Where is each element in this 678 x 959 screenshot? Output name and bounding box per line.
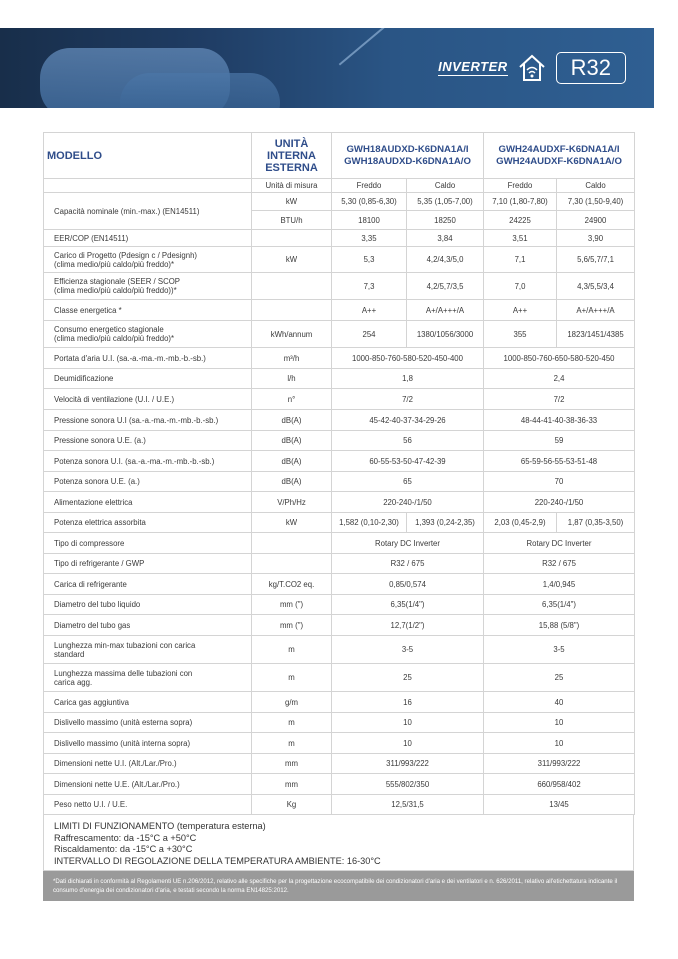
model-a-indoor: GWH18AUDXD-K6DNA1A/I: [346, 143, 469, 155]
table-row: [44, 574, 635, 595]
regulation-footnote: *Dati dichiarati in conformità al Regolamenti UE n.206/2012, relativo alle specifiche per la progettazione ecocompatibile dei condizionatori d'aria e dei ventilatori e n. 626/2011, relativo all'etichettatura indicante il consumo d'energia dei condizionatori d'aria, e testati secondo la norma EN14825:2012.: [43, 871, 634, 901]
row-label: Dimensioni nette U.I. (Alt./Lar./Pro.): [44, 754, 252, 774]
value-cell: 7,0: [484, 273, 557, 300]
table-row: [44, 193, 635, 211]
table-row: [44, 300, 635, 321]
value-cell: 24900: [557, 211, 635, 230]
value-cell: 12,7(1/2"): [332, 615, 484, 636]
value-cell: 59: [484, 431, 635, 451]
row-unit: mm ("): [252, 615, 332, 636]
value-cell: 15,88 (5/8"): [484, 615, 635, 636]
value-cell: 1,8: [332, 369, 484, 389]
value-cell: 1,4/0,945: [484, 574, 635, 595]
row-unit: [252, 533, 332, 554]
table-row: [44, 472, 635, 492]
limits-cooling: Raffrescamento: da -15°C a +50°C: [54, 832, 197, 843]
unit-measure-label: Unità di misura: [252, 179, 332, 193]
row-label: EER/COP (EN14511): [44, 230, 252, 247]
value-cell: 10: [484, 713, 635, 733]
row-label: Capacità nominale (min.-max.) (EN14511): [44, 193, 252, 230]
empty-cell: [44, 179, 252, 193]
row-label-line: Efficienza stagionale (SEER / SCOP: [54, 277, 180, 286]
value-cell: 1823/1451/4385: [557, 321, 635, 348]
model-a-header: [332, 133, 484, 179]
row-unit: kW: [252, 193, 332, 211]
table-row: [44, 247, 635, 273]
value-cell: 56: [332, 431, 484, 451]
value-cell: A+/A+++/A: [557, 300, 635, 321]
value-cell: Rotary DC Inverter: [332, 533, 484, 554]
row-unit: [252, 273, 332, 300]
table-row: [44, 513, 635, 533]
row-label: Velocità di ventilazione (U.I. / U.E.): [44, 389, 252, 410]
model-a-heating-label: Caldo: [407, 179, 484, 193]
row-label-line: (clima medio/più caldo/più freddo)*: [54, 334, 175, 343]
value-cell: 1000-850-760-650-580-520-450: [484, 348, 635, 369]
model-header: MODELLO: [44, 133, 252, 179]
row-label-line: (clima medio/più caldo/più freddo)*: [54, 259, 175, 269]
row-label: Potenza elettrica assorbita: [44, 513, 252, 533]
row-unit: dB(A): [252, 410, 332, 431]
value-cell: 1,582 (0,10-2,30): [332, 513, 407, 533]
row-unit: [252, 230, 332, 247]
row-unit: dB(A): [252, 451, 332, 472]
value-cell: 2,03 (0,45-2,9): [484, 513, 557, 533]
table-row: [44, 431, 635, 451]
row-label: Potenza sonora U.I. (sa.-a.-ma.-m.-mb.-b.-sb.): [44, 451, 252, 472]
value-cell: 12,5/31,5: [332, 795, 484, 815]
row-label: Diametro del tubo liquido: [44, 595, 252, 615]
value-cell: 1380/1056/3000: [407, 321, 484, 348]
row-label: Tipo di refrigerante / GWP: [44, 554, 252, 574]
value-cell: 5,3: [332, 247, 407, 273]
value-cell: 24225: [484, 211, 557, 230]
table-subheader-row: [44, 179, 635, 193]
value-cell: 40: [484, 692, 635, 713]
value-cell: 555/802/350: [332, 774, 484, 795]
table-row: [44, 595, 635, 615]
value-cell: 70: [484, 472, 635, 492]
row-label: [44, 664, 252, 692]
value-cell: 18250: [407, 211, 484, 230]
value-cell: 0,85/0,574: [332, 574, 484, 595]
model-a-outdoor: GWH18AUDXD-K6DNA1A/O: [344, 155, 471, 167]
row-label: Portata d'aria U.I. (sa.-a.-ma.-m.-mb.-b.-sb.): [44, 348, 252, 369]
smart-home-icon: [518, 53, 546, 83]
value-cell: 1,393 (0,24-2,35): [407, 513, 484, 533]
row-label-line: Carico di Progetto (Pdesign c / Pdesignh): [54, 250, 198, 260]
value-cell: A+/A+++/A: [407, 300, 484, 321]
value-cell: 65-59-56-55-53-51-48: [484, 451, 635, 472]
row-unit: m³/h: [252, 348, 332, 369]
table-row: [44, 615, 635, 636]
row-label: Diametro del tubo gas: [44, 615, 252, 636]
model-a-cooling-label: Freddo: [332, 179, 407, 193]
model-b-indoor: GWH24AUDXF-K6DNA1A/I: [498, 143, 620, 155]
table-row: [44, 754, 635, 774]
row-label: Alimentazione elettrica: [44, 492, 252, 513]
row-unit: kg/T.CO2 eq.: [252, 574, 332, 595]
row-unit: n°: [252, 389, 332, 410]
row-label: Dislivello massimo (unità interna sopra): [44, 733, 252, 754]
row-label: Pressione sonora U.E. (a.): [44, 431, 252, 451]
row-unit: dB(A): [252, 472, 332, 492]
row-label-line: Consumo energetico stagionale: [54, 325, 164, 334]
value-cell: 16: [332, 692, 484, 713]
row-label: Carica di refrigerante: [44, 574, 252, 595]
value-cell: 4,3/5,5/3,4: [557, 273, 635, 300]
row-unit: m: [252, 733, 332, 754]
row-unit: g/m: [252, 692, 332, 713]
value-cell: 10: [332, 713, 484, 733]
value-cell: 7,30 (1,50-9,40): [557, 193, 635, 211]
row-unit: mm: [252, 774, 332, 795]
table-row: [44, 410, 635, 431]
row-label: Pressione sonora U.I (sa.-a.-ma.-m.-mb.-b.-sb.): [44, 410, 252, 431]
value-cell: 3,51: [484, 230, 557, 247]
row-unit: V/Ph/Hz: [252, 492, 332, 513]
table-row: [44, 636, 635, 664]
table-row: [44, 369, 635, 389]
table-row: [44, 533, 635, 554]
row-label: [44, 636, 252, 664]
value-cell: 254: [332, 321, 407, 348]
value-cell: 65: [332, 472, 484, 492]
row-unit: l/h: [252, 369, 332, 389]
value-cell: 311/993/222: [484, 754, 635, 774]
model-b-outdoor: GWH24AUDXF-K6DNA1A/O: [496, 155, 622, 167]
table-row: [44, 230, 635, 247]
row-unit: kWh/annum: [252, 321, 332, 348]
value-cell: 355: [484, 321, 557, 348]
row-label: Deumidificazione: [44, 369, 252, 389]
table-row: [44, 733, 635, 754]
row-label: Classe energetica *: [44, 300, 252, 321]
header-banner: [0, 28, 654, 108]
unit-header-line3: ESTERNA: [265, 161, 318, 174]
table-header-row: [44, 133, 635, 179]
row-label: Tipo di compressore: [44, 533, 252, 554]
banner-photo-pillow-2: [120, 73, 280, 108]
table-row: [44, 492, 635, 513]
row-unit: BTU/h: [252, 211, 332, 230]
row-unit: kW: [252, 247, 332, 273]
table-row: [44, 451, 635, 472]
spec-table: [43, 132, 635, 815]
value-cell: 7,10 (1,80-7,80): [484, 193, 557, 211]
value-cell: 18100: [332, 211, 407, 230]
row-unit: m: [252, 713, 332, 733]
value-cell: 25: [332, 664, 484, 692]
value-cell: 1,87 (0,35-3,50): [557, 513, 635, 533]
row-label-line: Lunghezza min-max tubazioni con carica: [54, 640, 196, 650]
value-cell: R32 / 675: [484, 554, 635, 574]
value-cell: 25: [484, 664, 635, 692]
row-label: [44, 321, 252, 348]
value-cell: 3,90: [557, 230, 635, 247]
table-row: [44, 713, 635, 733]
model-b-cooling-label: Freddo: [484, 179, 557, 193]
row-unit: [252, 300, 332, 321]
value-cell: A++: [484, 300, 557, 321]
value-cell: A++: [332, 300, 407, 321]
value-cell: 7,1: [484, 247, 557, 273]
value-cell: 60-55-53-50-47-42-39: [332, 451, 484, 472]
table-row: [44, 692, 635, 713]
limits-range: INTERVALLO DI REGOLAZIONE DELLA TEMPERATURA AMBIENTE: 16-30°C: [54, 855, 381, 866]
value-cell: 6,35(1/4"): [332, 595, 484, 615]
value-cell: 45-42-40-37-34-29-26: [332, 410, 484, 431]
model-b-heating-label: Caldo: [557, 179, 635, 193]
value-cell: 5,6/5,7/7,1: [557, 247, 635, 273]
row-unit: mm ("): [252, 595, 332, 615]
row-unit: Kg: [252, 795, 332, 815]
value-cell: 4,2/4,3/5,0: [407, 247, 484, 273]
row-label: Potenza sonora U.E. (a.): [44, 472, 252, 492]
value-cell: 1000-850-760-580-520-450-400: [332, 348, 484, 369]
table-row: [44, 554, 635, 574]
value-cell: 10: [332, 733, 484, 754]
unit-header: [252, 133, 332, 179]
value-cell: 311/993/222: [332, 754, 484, 774]
row-label-line: Lunghezza massima delle tubazioni con: [54, 668, 193, 678]
value-cell: 3-5: [484, 636, 635, 664]
unit-header-line2: INTERNA: [267, 149, 316, 162]
row-label-line: standard: [54, 649, 85, 659]
value-cell: Rotary DC Inverter: [484, 533, 635, 554]
table-row: [44, 273, 635, 300]
value-cell: 10: [484, 733, 635, 754]
row-label-line: carica agg.: [54, 677, 93, 687]
value-cell: 660/958/402: [484, 774, 635, 795]
value-cell: 5,35 (1,05-7,00): [407, 193, 484, 211]
row-unit: mm: [252, 754, 332, 774]
row-label: Peso netto U.I. / U.E.: [44, 795, 252, 815]
table-row: [44, 664, 635, 692]
table-row: [44, 774, 635, 795]
row-unit: m: [252, 636, 332, 664]
value-cell: 6,35(1/4"): [484, 595, 635, 615]
row-label-line: (clima medio/più caldo/più freddo))*: [54, 286, 177, 295]
r32-badge: R32: [556, 52, 626, 84]
operating-limits: [43, 815, 634, 871]
value-cell: 5,30 (0,85-6,30): [332, 193, 407, 211]
banner-photo-line: [339, 28, 402, 65]
value-cell: 220-240-/1/50: [484, 492, 635, 513]
row-label: Carica gas aggiuntiva: [44, 692, 252, 713]
value-cell: R32 / 675: [332, 554, 484, 574]
table-row: [44, 795, 635, 815]
row-label: [44, 247, 252, 273]
table-row: [44, 389, 635, 410]
value-cell: 220-240-/1/50: [332, 492, 484, 513]
value-cell: 7/2: [484, 389, 635, 410]
value-cell: 2,4: [484, 369, 635, 389]
value-cell: 3-5: [332, 636, 484, 664]
model-b-header: [484, 133, 635, 179]
value-cell: 4,2/5,7/3,5: [407, 273, 484, 300]
value-cell: 48-44-41-40-38-36-33: [484, 410, 635, 431]
table-row: [44, 348, 635, 369]
feature-badges: [438, 52, 626, 84]
row-label: [44, 273, 252, 300]
row-unit: m: [252, 664, 332, 692]
row-label: Dimensioni nette U.E. (Alt./Lar./Pro.): [44, 774, 252, 795]
value-cell: 3,35: [332, 230, 407, 247]
value-cell: 7/2: [332, 389, 484, 410]
row-unit: dB(A): [252, 431, 332, 451]
value-cell: 3,84: [407, 230, 484, 247]
limits-heating: Riscaldamento: da -15°C a +30°C: [54, 844, 193, 854]
value-cell: 7,3: [332, 273, 407, 300]
table-row: [44, 321, 635, 348]
row-unit: [252, 554, 332, 574]
limits-title: LIMITI DI FUNZIONAMENTO (temperatura esterna): [54, 821, 266, 831]
row-label: Dislivello massimo (unità esterna sopra): [44, 713, 252, 733]
row-unit: kW: [252, 513, 332, 533]
inverter-logo: INVERTER: [438, 59, 508, 74]
value-cell: 13/45: [484, 795, 635, 815]
unit-header-line1: UNITÀ: [274, 137, 309, 150]
